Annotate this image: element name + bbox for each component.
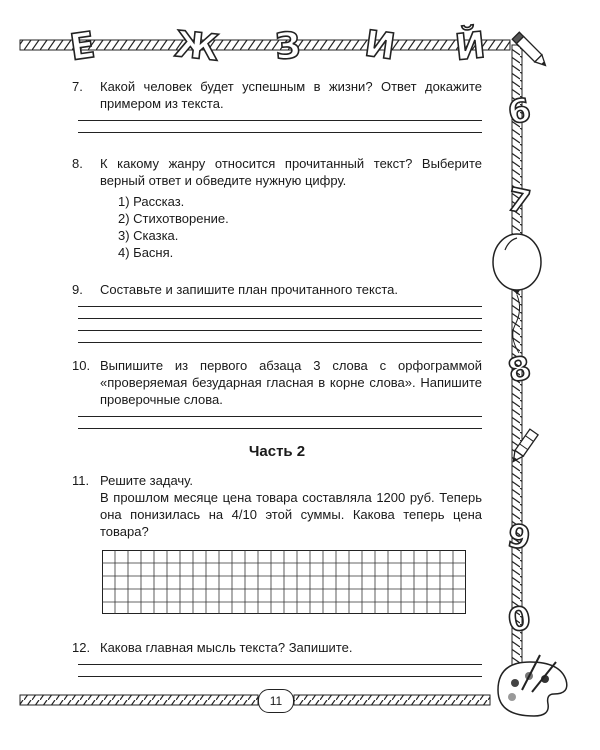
question-text: Составьте и запишите план прочитанного текста. — [100, 282, 399, 297]
answer-lines — [72, 416, 482, 429]
answer-option[interactable]: 3) Сказка. — [118, 228, 179, 243]
part-title: Часть 2 — [248, 443, 306, 460]
question-text: Какова главная мысль текста? Запишите. — [100, 640, 353, 655]
answer-line[interactable] — [78, 306, 482, 307]
side-digit: 9 — [504, 516, 534, 558]
question-text: Какой человек будет успешным в жизни? Ответ докажите примером из текста. — [100, 79, 482, 111]
answer-lines — [72, 306, 482, 343]
header-letter: И — [362, 23, 398, 69]
question-text: Выпишите из первого абзаца 3 слова с орфограммой «проверяемая безударная гласная в корне слова». Напишите проверочные слова. — [100, 358, 482, 407]
question-7 — [72, 78, 482, 112]
page-content — [72, 78, 482, 688]
question-9 — [72, 281, 482, 298]
question-text: К какому жанру относится прочитанный текст? Выберите верный ответ и обведите нужную цифру. — [100, 156, 482, 188]
palette-icon — [498, 655, 567, 716]
header-letter: З — [273, 25, 303, 68]
question-number: 8. — [72, 156, 83, 171]
bottom-border — [20, 695, 490, 705]
question-11 — [72, 472, 482, 540]
header-letter: Й — [453, 25, 488, 69]
answer-option[interactable]: 1) Рассказ. — [118, 194, 185, 209]
answer-line[interactable] — [78, 330, 482, 331]
answer-line[interactable] — [78, 416, 482, 417]
answer-option[interactable]: 4) Басня. — [118, 245, 174, 260]
answer-option[interactable]: 2) Стихотворение. — [118, 211, 229, 226]
question-number: 12. — [72, 640, 91, 655]
answer-options — [118, 193, 482, 261]
question-number: 10. — [72, 358, 91, 373]
answer-lines — [72, 120, 482, 133]
side-digit: 7 — [504, 179, 534, 222]
question-10 — [72, 357, 482, 408]
answer-line[interactable] — [78, 132, 482, 133]
question-text: В прошлом месяце цена товара составляла 1200 руб. Теперь она понизилась на 4/10 этой суммы. Какова теперь цена товара? — [100, 490, 482, 539]
answer-line[interactable] — [78, 664, 482, 665]
page-number: 11 — [258, 689, 294, 713]
question-title: Решите задачу. — [100, 473, 193, 488]
side-digit: 0 — [505, 598, 533, 640]
answer-line[interactable] — [78, 676, 482, 677]
side-digit: 8 — [504, 348, 535, 391]
header-letter: Ж — [172, 24, 221, 70]
answer-line[interactable] — [78, 428, 482, 429]
math-grid[interactable] — [102, 550, 482, 619]
answer-lines — [72, 664, 482, 677]
question-number: 7. — [72, 79, 83, 94]
answer-line[interactable] — [78, 342, 482, 343]
answer-line[interactable] — [78, 318, 482, 319]
question-12 — [72, 639, 482, 656]
question-number: 9. — [72, 282, 83, 297]
question-number: 11. — [72, 473, 90, 488]
header-letter: Е — [67, 24, 98, 69]
answer-line[interactable] — [78, 120, 482, 121]
side-digit: 6 — [505, 90, 534, 132]
question-8 — [72, 155, 482, 189]
